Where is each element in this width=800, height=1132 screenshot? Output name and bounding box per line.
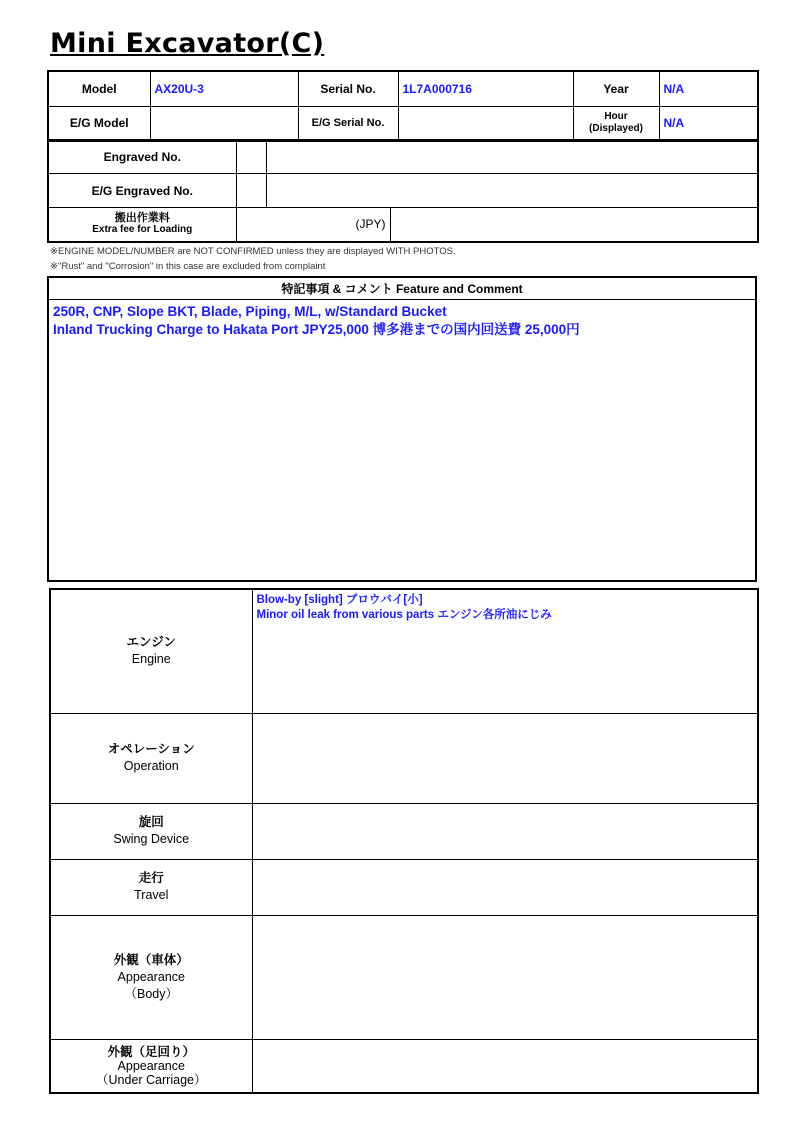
- appearance-under-label-en-2: （Under Carriage）: [96, 1072, 207, 1087]
- operation-label-en: Operation: [123, 759, 179, 773]
- appearance-body-label-en-2: （Body）: [124, 986, 178, 1001]
- serial-value: 1L7A000716: [398, 71, 573, 106]
- feature-line-2: Inland Trucking Charge to Hakata Port JPY25,000 博多港までの国内回送費 25,000円: [53, 322, 580, 337]
- hour-label: [573, 106, 659, 141]
- engine-comment: [252, 589, 758, 713]
- travel-comment: [252, 859, 758, 915]
- feature-heading: 特記事項 & コメント Feature and Comment: [49, 278, 755, 300]
- appearance-under-comment: [252, 1039, 758, 1093]
- operation-label-jp: オペレーション: [107, 742, 195, 756]
- feature-comment-box: [47, 276, 757, 582]
- travel-label: [50, 859, 252, 915]
- appearance-under-label: [50, 1039, 252, 1093]
- eg-model-value: [150, 106, 298, 141]
- eg-engraved-label: E/G Engraved No.: [48, 174, 236, 208]
- engine-comment-line-2: Minor oil leak from various parts エンジン各所油にじみ: [256, 609, 552, 621]
- eg-engraved-check-cell: [236, 174, 266, 208]
- eg-serial-label: E/G Serial No.: [298, 106, 398, 141]
- eg-serial-value: [398, 106, 573, 141]
- hour-label-line2: (Displayed): [589, 123, 643, 135]
- appearance-body-label-jp: 外観（車体）: [113, 952, 189, 967]
- page-title: Mini Excavator(C): [50, 28, 325, 59]
- appearance-under-label-en: Appearance: [117, 1058, 185, 1073]
- hour-value: N/A: [659, 106, 758, 141]
- engraved-check-cell: [236, 140, 266, 174]
- appearance-body-label: [50, 915, 252, 1039]
- model-label: Model: [48, 71, 150, 106]
- loading-fee-currency: (JPY): [236, 208, 390, 242]
- loading-fee-label-en: Extra fee for Loading: [92, 224, 193, 236]
- swing-label-jp: 旋回: [138, 815, 164, 829]
- engraved-value: [266, 140, 758, 174]
- appearance-under-label-jp: 外観（足回り）: [107, 1044, 195, 1059]
- hour-label-line1: Hour: [604, 111, 628, 123]
- loading-fee-label-jp: 搬出作業料: [114, 212, 170, 225]
- operation-label: [50, 713, 252, 803]
- year-value: N/A: [659, 71, 758, 106]
- travel-label-en: Travel: [134, 888, 169, 902]
- swing-label-en: Swing Device: [113, 832, 190, 846]
- inspection-table: [49, 588, 759, 1094]
- year-label: Year: [573, 71, 659, 106]
- engine-label-jp: エンジン: [126, 635, 176, 650]
- engraved-label: Engraved No.: [48, 140, 236, 174]
- note-engine-model: ※ENGINE MODEL/NUMBER are NOT CONFIRMED unless they are displayed WITH PHOTOS.: [50, 246, 456, 257]
- loading-fee-value: [390, 208, 758, 242]
- engine-label: [50, 589, 252, 713]
- model-value: AX20U-3: [150, 71, 298, 106]
- machine-info-table: [47, 70, 759, 142]
- operation-comment: [252, 713, 758, 803]
- eg-engraved-value: [266, 174, 758, 208]
- appearance-body-comment: [252, 915, 758, 1039]
- appearance-body-label-en: Appearance: [117, 969, 185, 984]
- eg-model-label: E/G Model: [48, 106, 150, 141]
- engine-label-en: Engine: [131, 652, 171, 667]
- travel-label-jp: 走行: [138, 871, 164, 885]
- engraved-table: [47, 139, 759, 243]
- serial-label: Serial No.: [298, 71, 398, 106]
- loading-fee-label: [48, 208, 236, 242]
- note-rust: ※"Rust" and "Corrosion" in this case are excluded from complaint: [50, 261, 326, 272]
- swing-label: [50, 803, 252, 859]
- feature-body: [49, 300, 755, 342]
- engine-comment-line-1: Blow-by [slight] ブロウバイ[小]: [256, 594, 423, 606]
- swing-comment: [252, 803, 758, 859]
- feature-line-1: 250R, CNP, Slope BKT, Blade, Piping, M/L, w/Standard Bucket: [53, 304, 447, 319]
